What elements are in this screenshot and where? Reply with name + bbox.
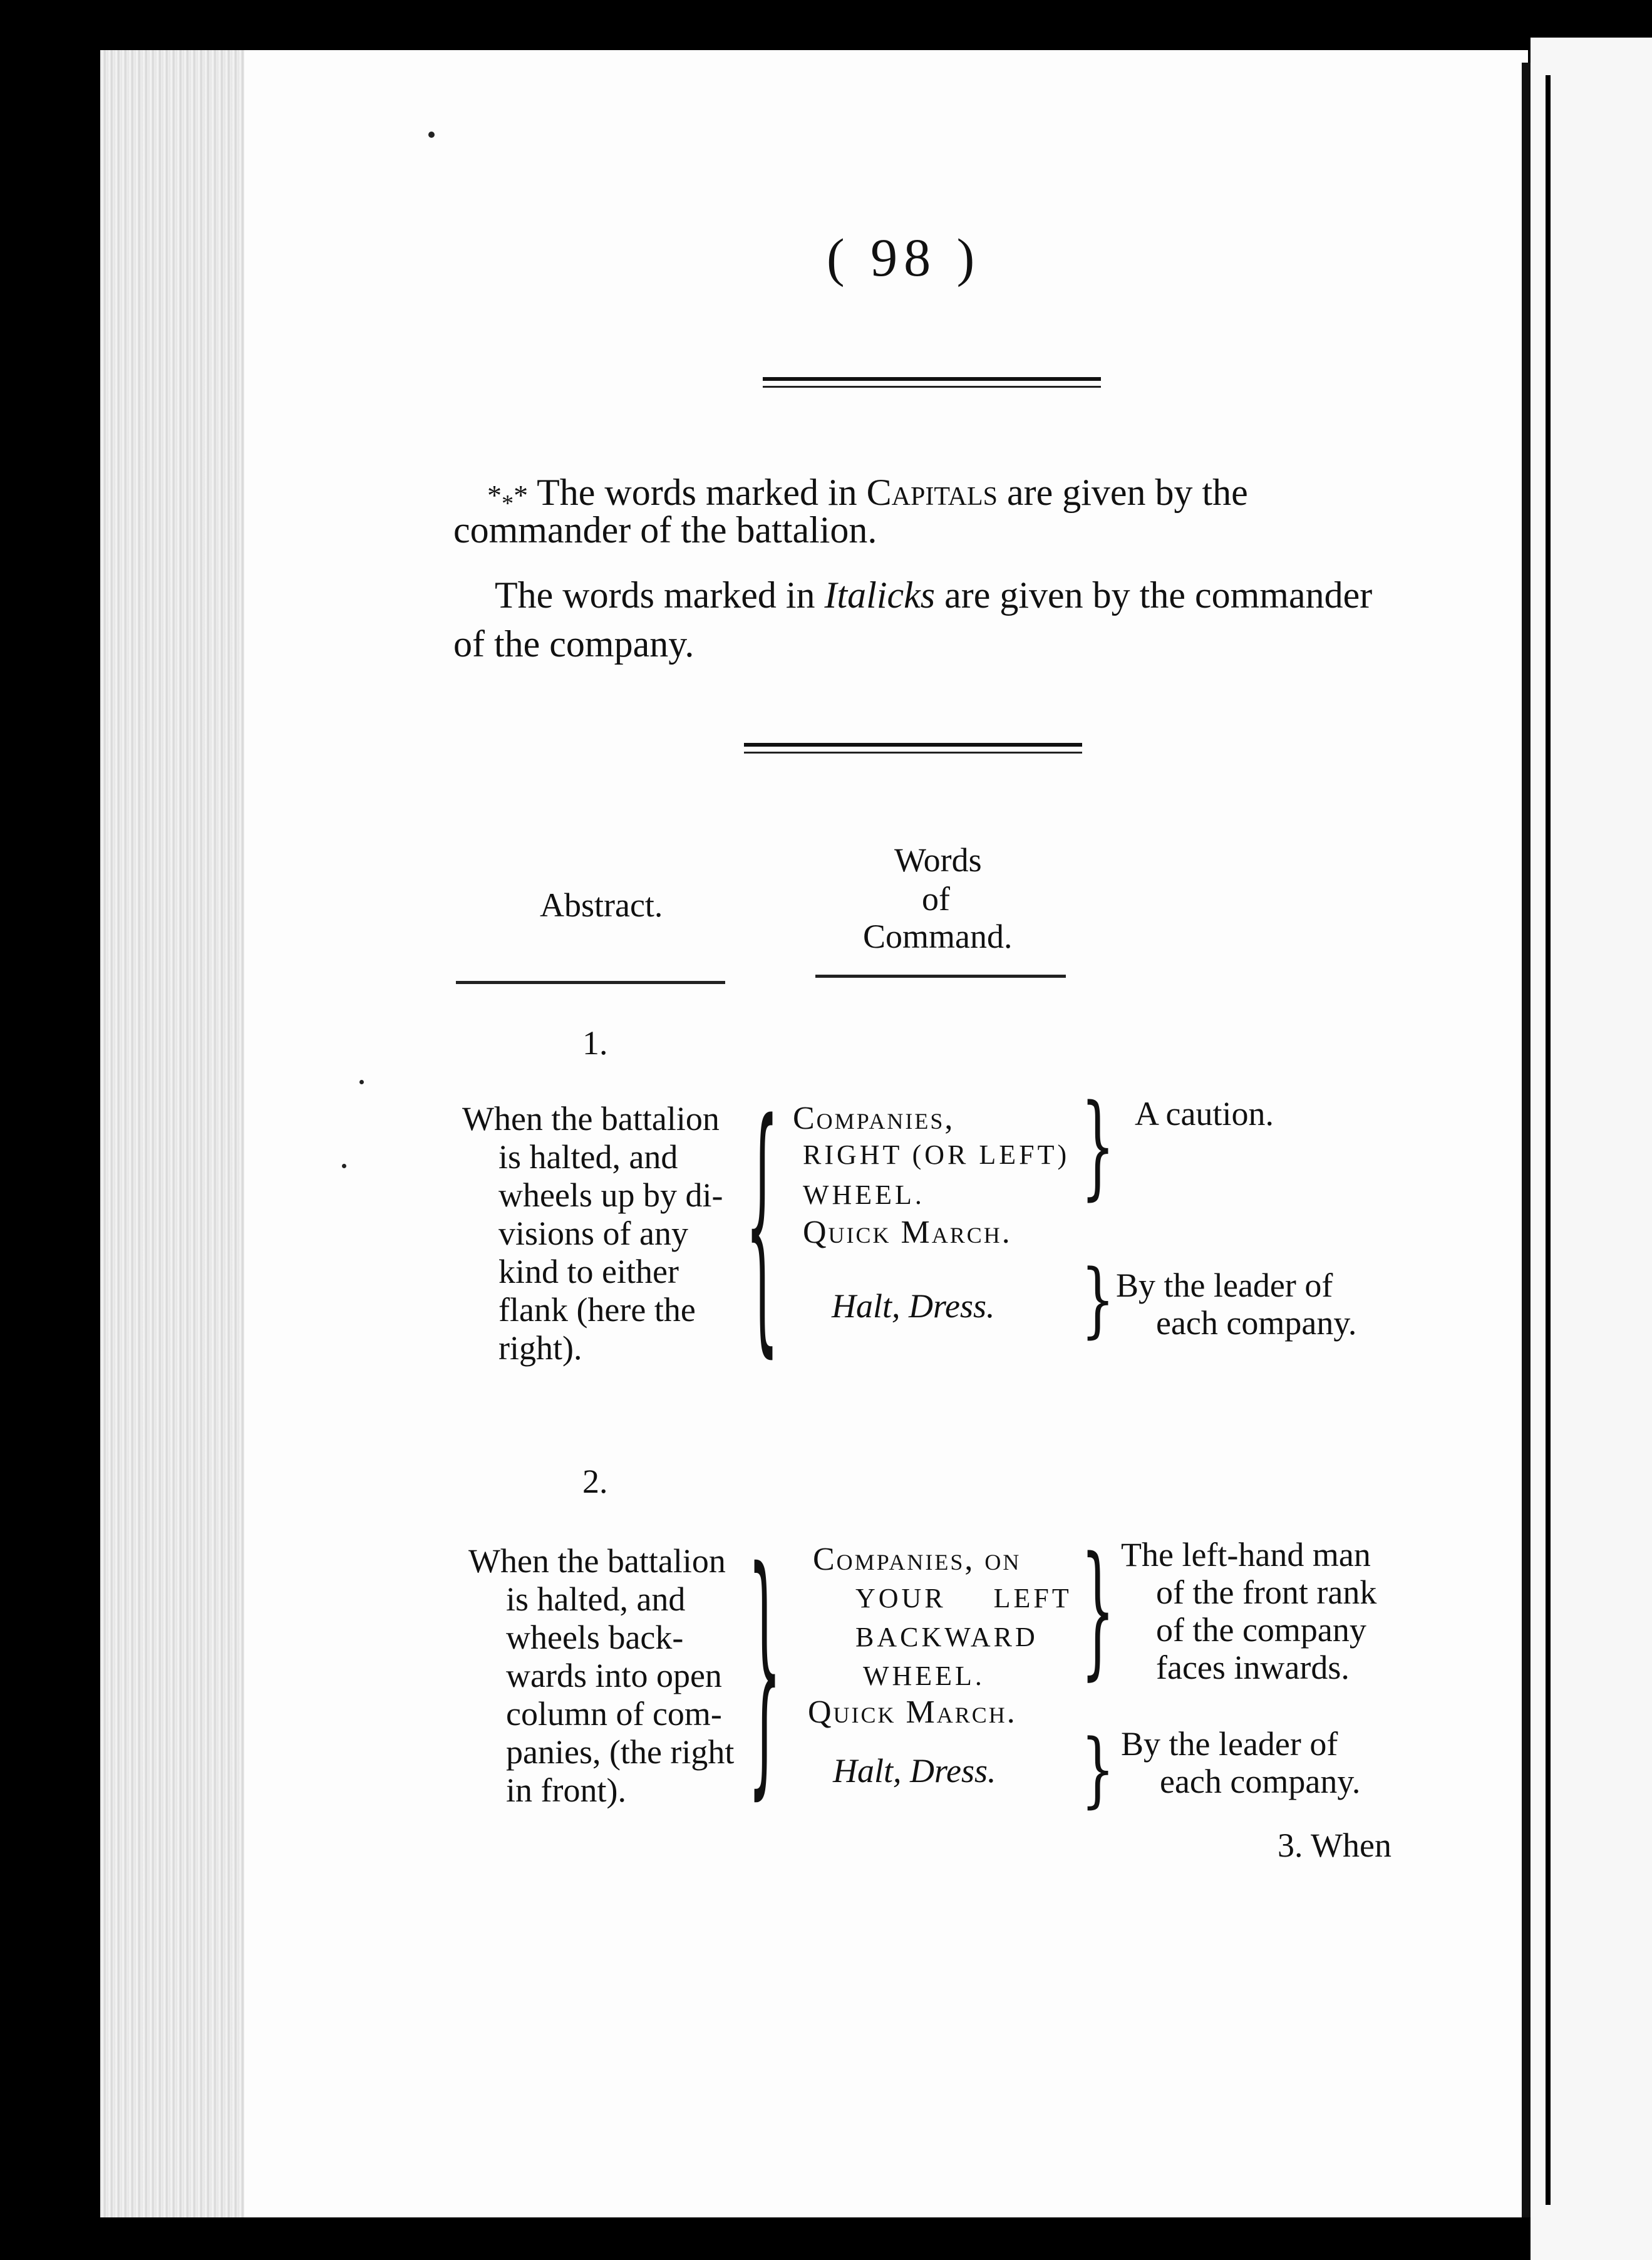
section-2-abstract: When the battalion is halted, and wheels back- wards into open column of com- panies, (the right in front). xyxy=(468,1542,735,1809)
section-1-remark-3: each company. xyxy=(1156,1304,1357,1342)
words-heading: Words xyxy=(894,841,982,879)
section-2-remark-4: faces inwards. xyxy=(1156,1649,1350,1686)
section-2-cmd-5: Quick March. xyxy=(808,1694,1017,1730)
section-1-cmd-1: Companies, xyxy=(793,1101,955,1136)
section-2-remark-5: By the leader of xyxy=(1121,1725,1338,1763)
facing-page-shadow xyxy=(1546,75,1551,2205)
page-number: ( 98 ) xyxy=(827,227,981,288)
section-2-number: 2. xyxy=(582,1463,608,1500)
section-1-remark-1: A caution. xyxy=(1135,1095,1274,1133)
section-2-right-brace-2: } xyxy=(1081,1721,1115,1817)
command-heading-rule xyxy=(815,975,1066,978)
top-double-rule-2 xyxy=(763,386,1101,388)
section-1-abstract: When the battalion is halted, and wheels up by di- visions of any kind to either flank (here the right). xyxy=(462,1100,723,1367)
section-2-cmd-6: Halt, Dress. xyxy=(833,1752,996,1790)
section-1-remark-2: By the leader of xyxy=(1116,1267,1333,1304)
middle-double-rule-2 xyxy=(744,752,1082,754)
abstract-heading: Abstract. xyxy=(540,886,663,924)
note-line-4: of the company. xyxy=(453,623,694,665)
section-1-left-brace: { xyxy=(745,1065,780,1381)
catchword: 3. When xyxy=(1278,1827,1391,1864)
section-1-cmd-2: RIGHT (OR LEFT) xyxy=(803,1139,1070,1170)
section-1-right-brace-1: } xyxy=(1081,1079,1115,1212)
stray-mark xyxy=(428,132,435,138)
gutter-shadow xyxy=(1522,63,1531,2217)
section-2-brace: } xyxy=(748,1515,782,1823)
note-line-2: commander of the battalion. xyxy=(453,509,877,551)
section-1-cmd-3: WHEEL. xyxy=(803,1179,925,1210)
page-edges xyxy=(100,50,244,2217)
stray-mark xyxy=(359,1080,364,1084)
section-2-cmd-1: Companies, on xyxy=(813,1542,1021,1577)
asterisks: $*_**$ xyxy=(487,479,529,517)
section-2-remark-1: The left-hand man xyxy=(1121,1536,1371,1573)
section-1-right-brace-2: } xyxy=(1081,1252,1115,1347)
abstract-heading-rule xyxy=(456,981,725,984)
capitals-word: Capitals xyxy=(866,472,998,513)
section-2-remark-6: each company. xyxy=(1160,1763,1361,1800)
note-line-1: $*_**$ The words marked in Capitals are given by the xyxy=(487,472,1248,517)
stray-mark xyxy=(342,1164,346,1168)
top-double-rule xyxy=(763,377,1101,381)
section-2-cmd-4: WHEEL. xyxy=(863,1661,985,1691)
section-2-cmd-3: BACKWARD xyxy=(855,1622,1038,1652)
section-2-right-brace-1: } xyxy=(1081,1525,1115,1694)
section-2-remark-3: of the company xyxy=(1156,1611,1366,1649)
italicks-word: Italicks xyxy=(824,574,936,616)
section-1-cmd-4: Quick March. xyxy=(803,1215,1012,1250)
command-heading: Command. xyxy=(863,918,1013,955)
section-2-cmd-2: YOUR LEFT xyxy=(855,1583,1072,1614)
of-heading: of xyxy=(922,880,950,918)
section-2-remark-2: of the front rank xyxy=(1156,1573,1377,1611)
section-1-cmd-5: Halt, Dress. xyxy=(832,1287,995,1325)
note-line-3: The words marked in Italicks are given by the commander xyxy=(495,574,1373,616)
middle-double-rule xyxy=(744,743,1082,747)
section-1-number: 1. xyxy=(582,1024,608,1062)
